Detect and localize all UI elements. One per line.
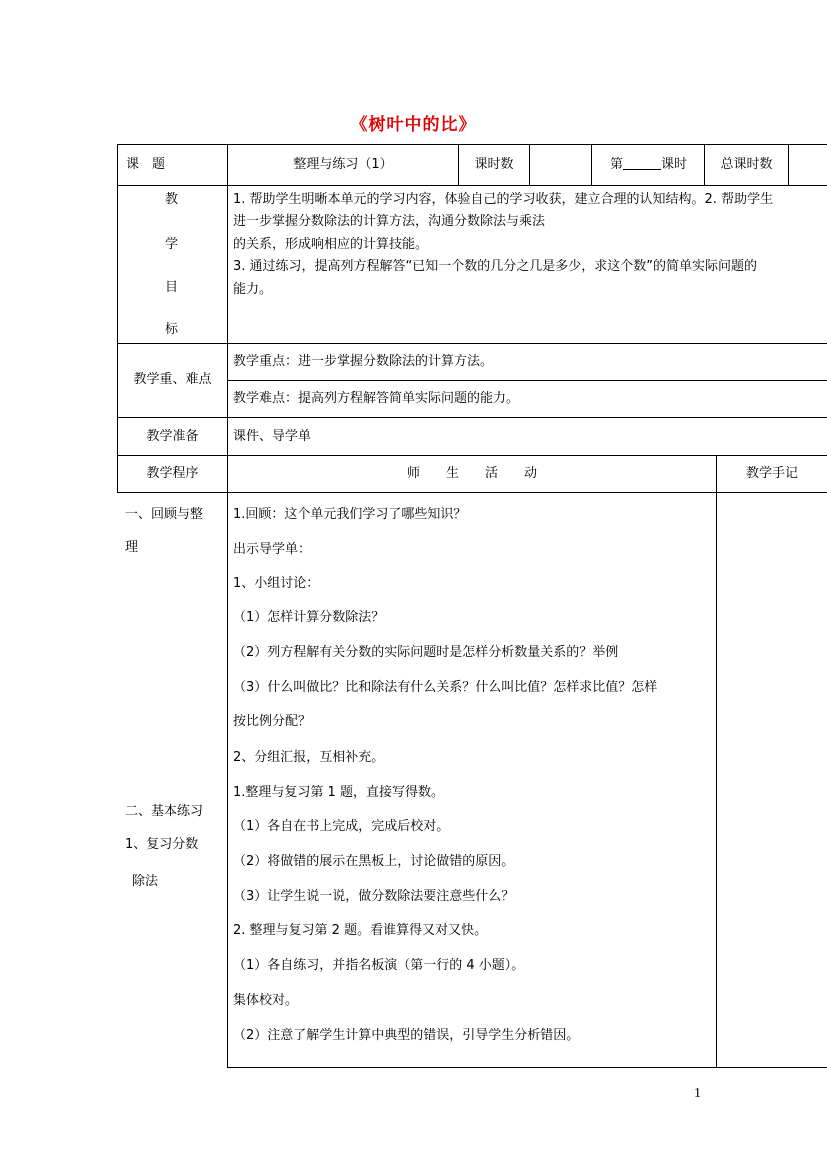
lesson-blank bbox=[623, 157, 661, 170]
course-value: 整理与练习（1） bbox=[293, 157, 393, 172]
activity-line: （1）怎样计算分数除法？ bbox=[233, 610, 385, 625]
difficulty: 教学难点：提高列方程解答简单实际问题的能力。 bbox=[233, 391, 520, 406]
section-basic: 二、基本练习 bbox=[125, 804, 204, 819]
section-review-cont: 理 bbox=[125, 540, 139, 555]
activity-line: 2、分组汇报，互相补充。 bbox=[233, 750, 385, 765]
activity-line: 1、小组讨论： bbox=[233, 576, 320, 591]
notes-header: 教学手记 bbox=[745, 466, 798, 481]
goals-label-char: 目 bbox=[165, 280, 179, 295]
activity-line: （2）将做错的展示在黑板上，讨论做错的原因。 bbox=[233, 854, 515, 869]
activity-header: 师 生 活 动 bbox=[406, 466, 537, 481]
focus-label: 教学重、难点 bbox=[133, 372, 212, 387]
activity-line: （2）注意了解学生计算中典型的错误，引导学生分析错因。 bbox=[233, 1028, 580, 1043]
activity-line: 集体校对。 bbox=[233, 993, 299, 1008]
lesson-suffix: 课时 bbox=[661, 157, 688, 172]
goal-line: 的关系，形成响相应的计算技能。 bbox=[233, 237, 429, 252]
activity-line: （3）什么叫做比？比和除法有什么关系？什么叫比值？怎样求比值？怎样 bbox=[233, 680, 658, 695]
goal-line: 1. 帮助学生明晰本单元的学习内容，体验自己的学习收获，建立合理的认知结构。2. 帮助学生 bbox=[233, 192, 774, 207]
activity-line: 1.回顾：这个单元我们学习了哪些知识？ bbox=[233, 507, 467, 522]
activity-line: （1）各自练习，并指名板演（第一行的 4 小题）。 bbox=[233, 958, 525, 973]
program-label: 教学程序 bbox=[146, 466, 199, 481]
goal-line: 3. 通过练习，提高列方程解答“已知一个数的几分之几是多少，求这个数”的简单实际问题的 bbox=[233, 259, 758, 274]
key-point: 教学重点：进一步掌握分数除法的计算方法。 bbox=[233, 354, 494, 369]
prep-value: 课件、导学单 bbox=[233, 429, 312, 444]
activity-line: 按比例分配？ bbox=[233, 714, 312, 729]
activity-line: 2. 整理与复习第 2 题。看谁算得又对又快。 bbox=[233, 923, 488, 938]
activity-line: 1.整理与复习第 1 题，直接写得数。 bbox=[233, 785, 444, 800]
activity-line: （3）让学生说一说，做分数除法要注意些什么？ bbox=[233, 889, 515, 904]
hours-label: 课时数 bbox=[474, 157, 514, 172]
lesson-number-field bbox=[610, 157, 687, 173]
activity-line: （1）各自在书上完成，完成后校对。 bbox=[233, 819, 450, 834]
goals-label-char: 教 bbox=[165, 192, 179, 207]
section-basic-sub: 1、复习分数 bbox=[125, 837, 199, 852]
activity-line: 出示导学单： bbox=[233, 542, 312, 557]
goals-label-char: 学 bbox=[165, 237, 179, 252]
section-review: 一、回顾与整 bbox=[125, 507, 204, 522]
goal-line: 能力。 bbox=[233, 282, 273, 297]
lesson-prefix: 第 bbox=[610, 157, 624, 172]
section-basic-sub-cont: 除法 bbox=[132, 874, 159, 889]
goals-label-char: 标 bbox=[165, 322, 179, 337]
prep-label: 教学准备 bbox=[146, 429, 199, 444]
page-number: 1 bbox=[694, 1086, 701, 1101]
goal-line: 进一步掌握分数除法的计算方法，沟通分数除法与乘法 bbox=[233, 214, 546, 229]
document-title: 《树叶中的比》 bbox=[350, 115, 477, 135]
activity-line: （2）列方程解有关分数的实际问题时是怎样分析数量关系的？举例 bbox=[233, 645, 619, 660]
total-hours-label: 总课时数 bbox=[720, 157, 773, 172]
course-label: 课 题 bbox=[126, 157, 166, 172]
